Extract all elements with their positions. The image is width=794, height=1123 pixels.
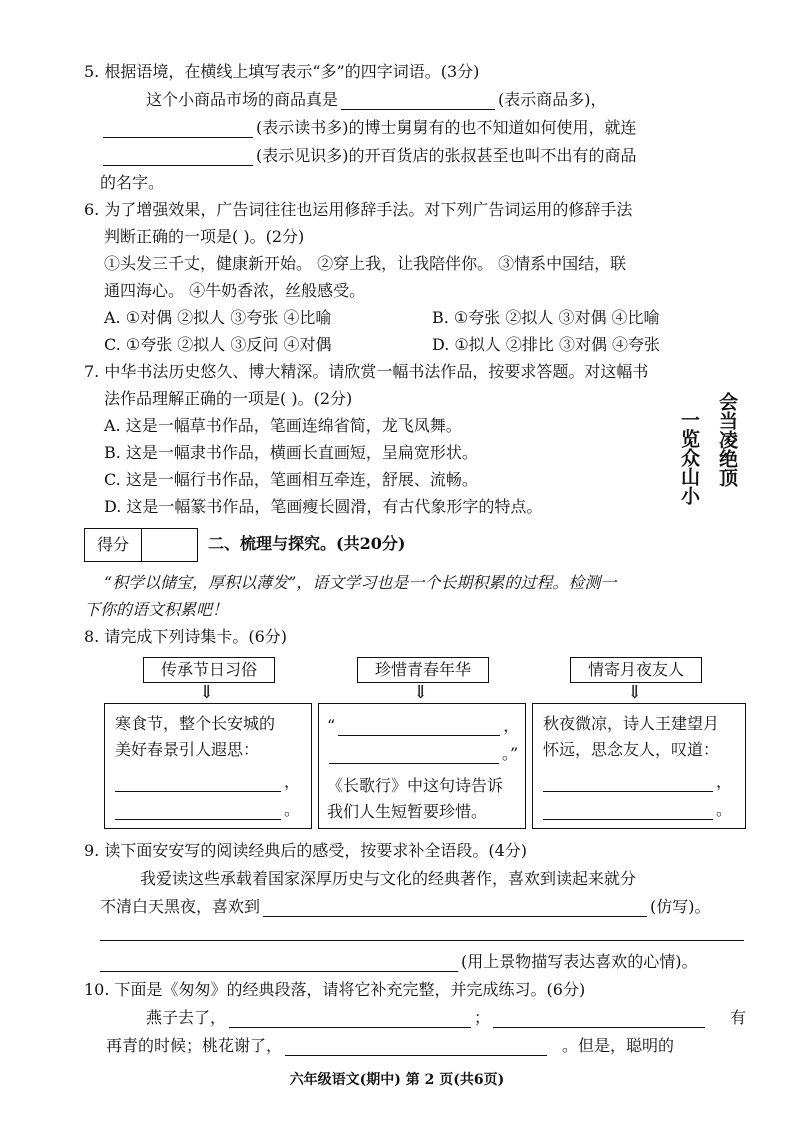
calligraphy-artwork: [670, 392, 750, 512]
q6-title-1: 6. 为了增强效果，广告词往往也运用修辞手法。对下列广告词运用的修辞手法: [84, 200, 633, 219]
q7-option-d[interactable]: D. 这是一幅篆书作品，笔画瘦长圆滑，有古代象形字的特点。: [104, 497, 543, 516]
card1-line2: 美好春景引人遐思：: [115, 740, 260, 759]
card3-header: 情寄月夜友人: [570, 657, 702, 683]
q7-title-2: 法作品理解正确的一项是( )。(2分): [104, 389, 353, 408]
q10-line2: [106, 1036, 674, 1056]
card1-punct-2: 。: [284, 800, 301, 819]
q5-line1-text: 这个小商品市场的商品真是: [146, 90, 339, 109]
q6-option-d[interactable]: D. ①拟人 ②排比 ③对偶 ④夸张: [432, 335, 661, 354]
q5-blank-2[interactable]: [103, 121, 253, 138]
q9-line2-text: 不清白天黑夜，喜欢到: [100, 897, 261, 916]
card2-body: [318, 703, 526, 829]
q5-line1-hint: (表示商品多)，: [498, 90, 607, 109]
q9-line4: [100, 952, 698, 972]
section2-intro-1: “积学以储宝，厚积以薄发”，语文学习也是一个长期积累的过程。检测一: [104, 573, 617, 592]
q9-blank-2[interactable]: [100, 940, 744, 941]
q9-line1: 我爱读这些承载着国家深厚历史与文化的经典著作，喜欢到读起来就分: [140, 869, 637, 888]
page-footer: 六年级语文(期中) 第 2 页(共6页): [289, 1072, 505, 1088]
card3-line2: 怀远，思念友人，叹道：: [543, 740, 720, 759]
card2-blank-2[interactable]: [329, 747, 499, 764]
card3-punct-2: 。: [716, 800, 733, 819]
q5-line3-text: (表示见识多)的开百货店的张叔甚至也叫不出有的商品: [256, 146, 637, 165]
q7-option-b[interactable]: B. 这是一幅隶书作品，横画长直画短，呈扁宽形状。: [104, 443, 478, 462]
q6-title-2: 判断正确的一项是( )。(2分): [104, 227, 305, 246]
q5-line2-text: (表示读书多)的博士舅舅有的也不知道如何使用，就连: [256, 118, 637, 137]
q10-line2-end: 。但是，聪明的: [562, 1036, 675, 1055]
card2-punct-1: ，: [503, 716, 520, 735]
card3-body: [532, 703, 746, 829]
q9-line2-hint: (仿写)。: [650, 897, 711, 916]
q10-blank-3[interactable]: [285, 1039, 547, 1056]
card1-body: [104, 703, 312, 829]
card3-blank-1[interactable]: [543, 775, 713, 792]
q9-title: 9. 读下面安安写的阅读经典后的感受，按要求补全语段。(4分): [84, 841, 528, 860]
card2-quote-open: “: [327, 716, 336, 735]
card1-blank-2[interactable]: [115, 803, 281, 820]
card2-punct-2: 。”: [502, 744, 519, 763]
q10-line2-text: 再青的时候；桃花谢了，: [106, 1036, 283, 1055]
q6-ad-line-2: 通四海心。 ④牛奶香浓，丝般感受。: [104, 281, 366, 300]
q6-option-b[interactable]: B. ①夸张 ②拟人 ③对偶 ④比喻: [432, 308, 660, 327]
arrow-down-icon: ⇓: [199, 682, 215, 703]
q10-line1: [146, 1008, 746, 1028]
q5-line2: [100, 118, 637, 138]
q6-option-a[interactable]: A. ①对偶 ②拟人 ③夸张 ④比喻: [104, 308, 332, 327]
q10-title: 10. 下面是《匆匆》的经典段落，请将它补充完整，并完成练习。(6分): [84, 980, 586, 999]
card1-blank-1[interactable]: [115, 775, 281, 792]
card1-header: 传承节日习俗: [143, 657, 275, 683]
section2-title: 二、梳理与探究。(共20分): [208, 534, 406, 553]
card1-line1: 寒食节，整个长安城的: [115, 714, 276, 733]
q5-line3: [100, 146, 637, 166]
card1-answer-1: [115, 772, 300, 792]
section2-intro-2: 下你的语文积累吧！: [84, 600, 229, 619]
card2-blank-1[interactable]: [338, 719, 500, 736]
card2-line3: 《长歌行》中这句诗告诉: [327, 776, 504, 795]
card1-answer-2: [115, 800, 300, 820]
arrow-down-icon: ⇓: [627, 682, 643, 703]
arrow-down-icon: ⇓: [413, 682, 429, 703]
q10-blank-2[interactable]: [493, 1011, 705, 1028]
q7-option-c[interactable]: C. 这是一幅行书作品，笔画相互牵连，舒展、流畅。: [104, 470, 478, 489]
score-input[interactable]: [142, 529, 197, 561]
q6-option-c[interactable]: C. ①夸张 ②拟人 ③反问 ④对偶: [104, 335, 332, 354]
q9-line2: [100, 897, 711, 917]
calligraphy-column-right: 会当凌绝顶: [716, 392, 738, 487]
card3-line1: 秋夜微凉，诗人王建望月: [543, 714, 720, 733]
card3-answer-1: [543, 772, 732, 792]
score-box: [84, 528, 198, 562]
card3-blank-2[interactable]: [543, 803, 713, 820]
q10-line1-text: 燕子去了，: [146, 1008, 227, 1027]
card2-header: 珍惜青春年华: [357, 657, 489, 683]
q10-blank-1[interactable]: [229, 1011, 471, 1028]
q5-line1: [146, 90, 607, 110]
q7-option-a[interactable]: A. 这是一幅草书作品，笔画连绵省简，龙飞凤舞。: [104, 416, 462, 435]
card2-line4: 我们人生短暂要珍惜。: [327, 802, 488, 821]
card3-answer-2: [543, 800, 732, 820]
calligraphy-column-left: 一览众山小: [678, 410, 700, 505]
card2-answer-1: [327, 716, 519, 736]
card1-punct-1: ，: [284, 772, 301, 791]
q10-line1-end: 有: [730, 1008, 747, 1027]
q5-title: 5. 根据语境，在横线上填写表示“多”的四字词语。(3分): [84, 62, 480, 81]
q9-line4-hint: (用上景物描写表达喜欢的心情)。: [461, 952, 698, 971]
card2-answer-2: [329, 744, 518, 764]
q9-blank-3[interactable]: [100, 955, 458, 972]
q8-title: 8. 请完成下列诗集卡。(6分): [84, 627, 288, 646]
q6-ad-line-1: ①头发三千丈，健康新开始。 ②穿上我，让我陪伴你。 ③情系中国结，联: [104, 254, 627, 273]
q9-blank-1[interactable]: [263, 900, 647, 917]
q5-blank-1[interactable]: [341, 93, 495, 110]
q10-line1-mid: ；: [474, 1008, 491, 1027]
q7-title-1: 7. 中华书法历史悠久、博大精深。请欣赏一幅书法作品，按要求答题。对这幅书: [84, 362, 649, 381]
score-label: 得分: [85, 529, 142, 561]
card3-punct-1: ，: [716, 772, 733, 791]
q5-blank-3[interactable]: [103, 149, 253, 166]
q5-line4: 的名字。: [100, 173, 165, 192]
